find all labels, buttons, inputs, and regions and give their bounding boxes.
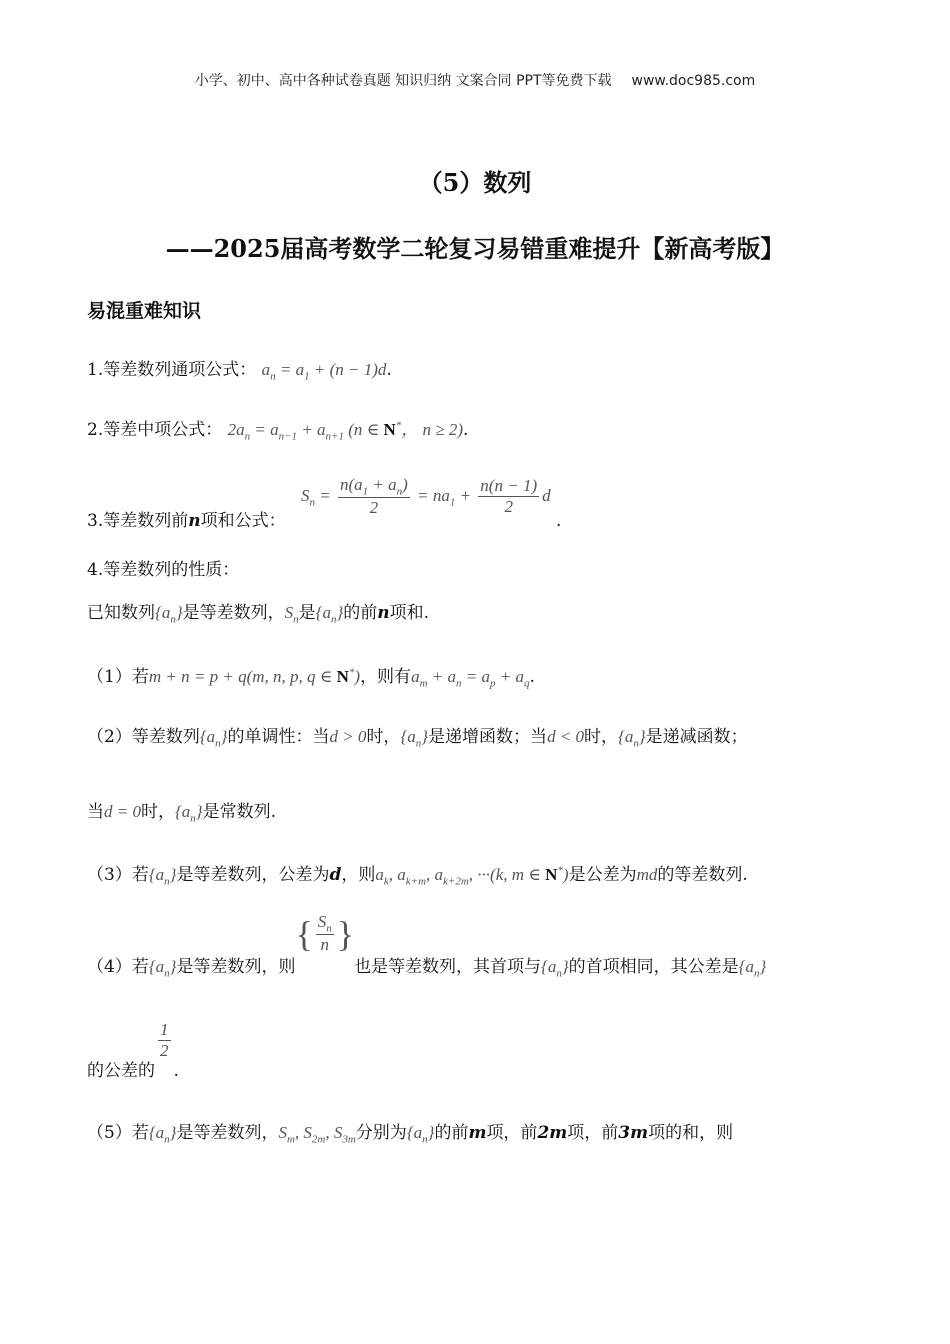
formula-sum: $S_n$ = $\frac{n(a_1 + a_n)}{2}$ = $na_1$ + $\frac{n(n - 1)}{2}$ d [301, 475, 551, 518]
p2b-c: 是常数列. [202, 802, 277, 822]
p5-m1: m [468, 1123, 487, 1143]
property-3 [87, 860, 748, 887]
p3-e: 是公差为 [568, 865, 637, 885]
item-1-label: 1.等差数列通项公式： [87, 360, 257, 380]
p5-m3: 3m [618, 1123, 649, 1143]
math-md: md [636, 865, 658, 884]
p5-m2: 2m [537, 1123, 568, 1143]
math-p2-seq-2: $\{a_n\}$ [400, 727, 429, 750]
intro-n: n [377, 603, 390, 623]
p4-c: 也是等差数列，其首项与 [354, 956, 542, 977]
math-sn: $S_n$ [284, 603, 299, 626]
intro-e: 项和. [389, 603, 430, 623]
banner-text: 小学、初中、高中各种试卷真题 知识归纳 文案合同 PPT等免费下载 [194, 73, 612, 89]
intro-a: 已知数列 [87, 603, 155, 623]
math-p2-seq-3: $\{a_n\}$ [618, 727, 646, 750]
math-d-zero: d = 0 [104, 802, 141, 821]
p3-b: 是等差数列，公差为 [176, 865, 330, 885]
math-p4-seq-2: $\{a_n\}$ [541, 956, 569, 979]
properties-intro [87, 598, 429, 625]
math-partial-sums: $S_m$, $S_{2m}$, $S_{3m}$ [278, 1123, 356, 1146]
math-seq-an: $\{a_n\}$ [155, 603, 183, 626]
formula-middle-term: $2a_n = a_{n-1} + a_{n+1}$ (n ∈ N*， n ≥ 2) [227, 419, 464, 443]
item-3-sum-formula [87, 475, 562, 531]
math-p5-seq-2: $\{a_n\}$ [406, 1123, 435, 1146]
math-p3-subsequence: $a_k$, $a_{k+m}$, $a_{k+2m}$, ···(k, m ∈ N*) [375, 864, 569, 888]
property-4 [87, 912, 767, 979]
property-1 [87, 662, 535, 689]
p4b-a: 的公差的 [87, 1061, 155, 1082]
section-heading: 易混重难知识 [87, 300, 202, 322]
banner-url[interactable]: www.doc985.com [631, 73, 756, 89]
property-4-cont [87, 1020, 179, 1082]
intro-b: 是等差数列， [182, 603, 285, 623]
p4-a: （4）若 [87, 956, 149, 977]
intro-c: 是 [298, 603, 316, 623]
p2-b: 的单调性：当 [227, 727, 330, 747]
formula-general-term: $a_n = a_1 + (n - 1)d$ [261, 360, 387, 383]
p5-b: 是等差数列， [176, 1123, 279, 1143]
item-4-label: 4.等差数列的性质： [87, 560, 240, 580]
math-p4-seq: $\{a_n\}$ [148, 956, 177, 979]
math-p3-seq: $\{a_n\}$ [148, 865, 177, 888]
p2-c: 时， [366, 727, 401, 747]
p4-b: 是等差数列，则 [176, 956, 296, 977]
p5-e: 项，前 [486, 1123, 538, 1143]
site-banner [0, 70, 950, 90]
math-p1-condition: m + n = p + q(m, n, p, q ∈ N*) [148, 666, 361, 686]
p1-a: （1）若 [87, 667, 149, 687]
p5-d: 的前 [434, 1123, 469, 1143]
document-subtitle: ——2025届高考数学二轮复习易错重难提升【新高考版】 [165, 234, 785, 263]
math-p2-seq: $\{a_n\}$ [199, 727, 228, 750]
intro-d: 的前 [343, 603, 378, 623]
item-1-general-term [87, 355, 392, 382]
p5-g: 项的和，则 [648, 1123, 734, 1143]
item-3-label-b: 项和公式： [200, 510, 286, 531]
p3-c: ，则 [341, 865, 376, 885]
p5-c: 分别为 [355, 1123, 407, 1143]
item-2-end: . [463, 420, 469, 440]
p4b-end: . [173, 1061, 179, 1082]
property-5 [87, 1118, 733, 1145]
item-3-end: . [556, 510, 562, 531]
item-2-middle-term [87, 415, 468, 442]
item-2-label: 2.等差中项公式： [87, 420, 223, 440]
document-title: （5）数列 [418, 168, 532, 197]
math-p5-seq: $\{a_n\}$ [148, 1123, 177, 1146]
p1-b: ，则有 [360, 667, 412, 687]
property-2-cont [87, 797, 276, 824]
math-seq-an-2: $\{a_n\}$ [315, 603, 344, 626]
p4-d: 的首项相同，其公差是 [568, 956, 739, 977]
p2-d: 是递增函数；当 [428, 727, 548, 747]
math-d-positive: d > 0 [329, 727, 367, 746]
p5-a: （5）若 [87, 1123, 149, 1143]
p3-d: d [329, 865, 342, 885]
p2-a: （2）等差数列 [87, 727, 200, 747]
property-2 [87, 722, 748, 749]
p1-end: . [529, 667, 535, 687]
item-1-end: . [386, 360, 392, 380]
item-3-label-n: n [188, 510, 201, 531]
p2b-a: 当 [87, 802, 104, 822]
math-d-negative: d < 0 [547, 727, 585, 746]
math-p4-seq-3: $\{a_n\}$ [738, 956, 767, 979]
math-one-half: $\frac{1}{2}$ [160, 1020, 169, 1060]
item-3-label [87, 511, 286, 531]
p5-f: 项，前 [567, 1123, 619, 1143]
math-p1-result: $a_m + a_n = a_p + a_q$ [411, 667, 530, 690]
p3-a: （3）若 [87, 865, 149, 885]
p2b-b: 时， [140, 802, 175, 822]
p3-f: 的等差数列. [657, 865, 748, 885]
p2-f: 是递减函数； [645, 727, 748, 747]
math-sn-over-n: { $\frac{S_n}{n}$ } [295, 912, 355, 955]
math-p2b-seq: $\{a_n\}$ [174, 802, 203, 825]
item-3-label-a: 3.等差数列前 [87, 510, 189, 531]
p2-e: 时， [584, 727, 619, 747]
